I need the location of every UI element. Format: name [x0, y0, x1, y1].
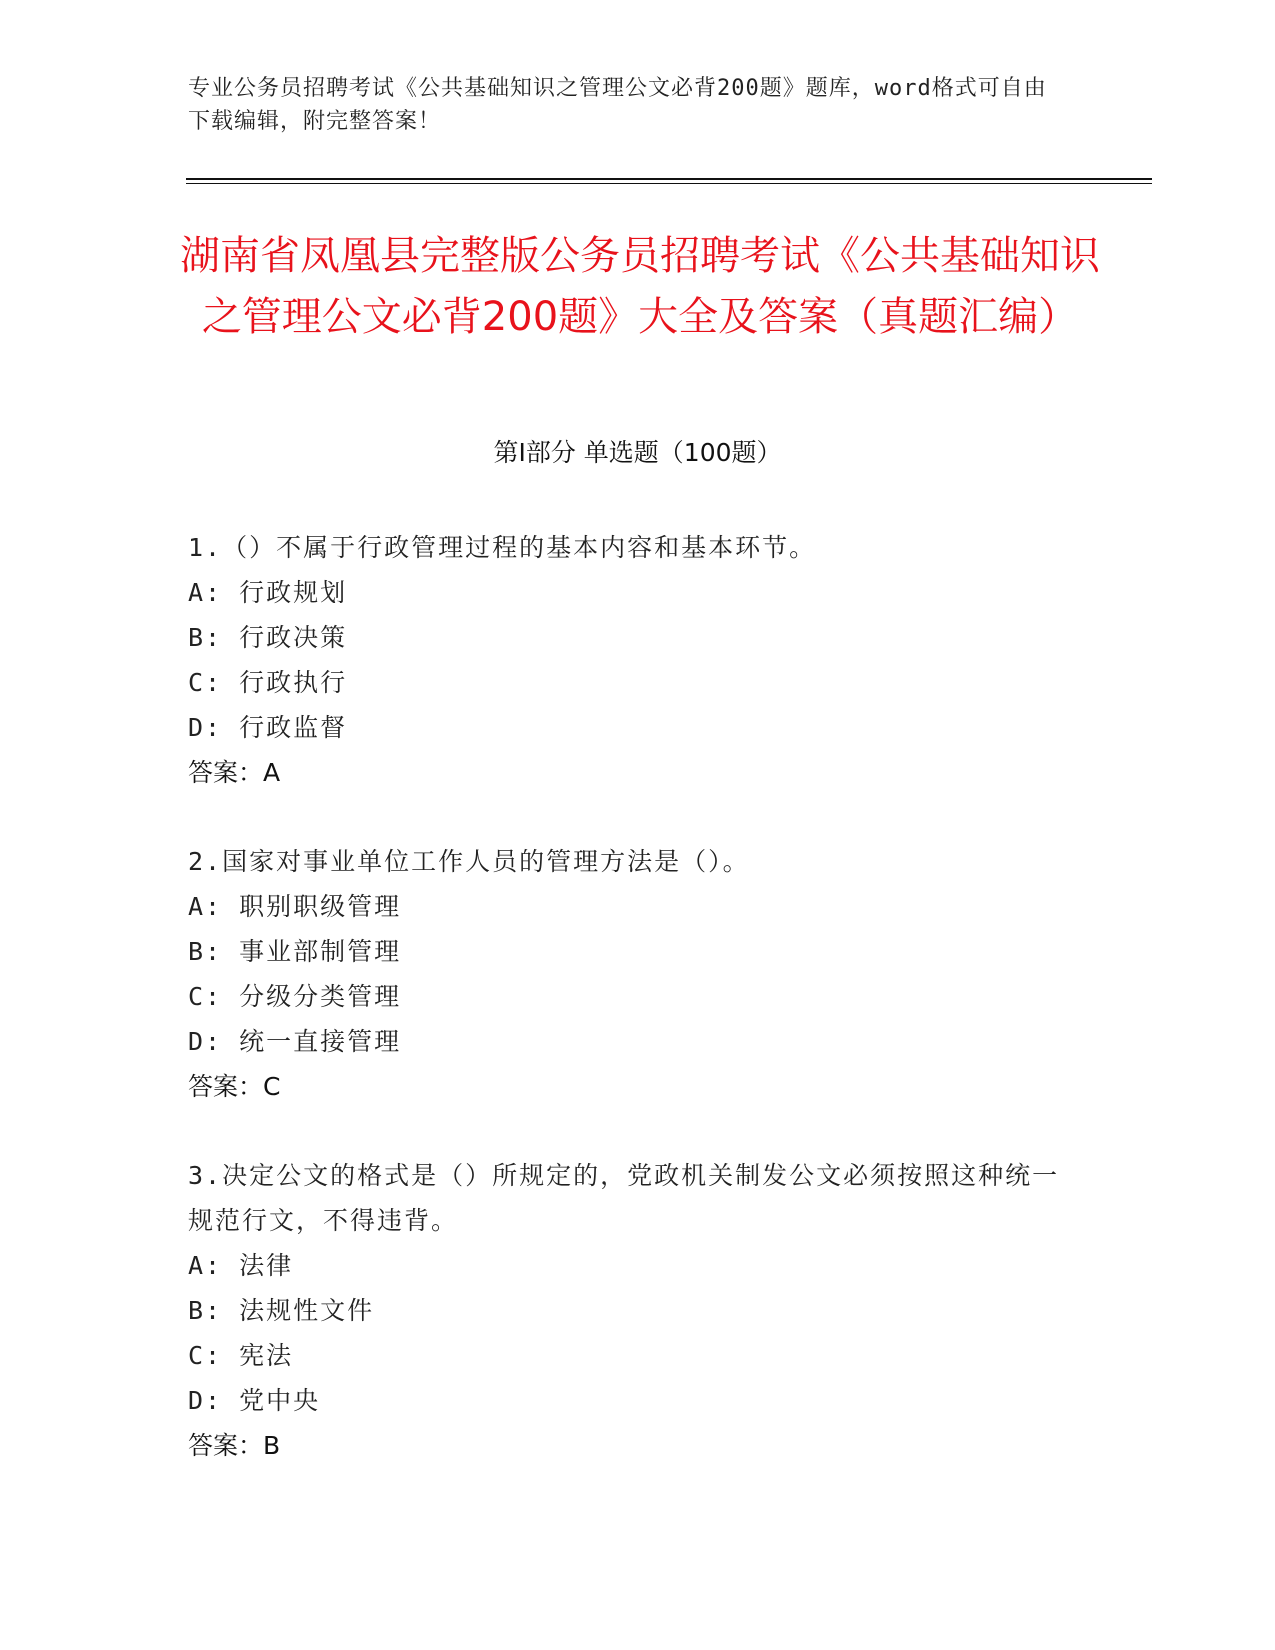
option-a: A: 职别职级管理 — [188, 892, 402, 921]
question-3 — [188, 1153, 1068, 1468]
question-2 — [188, 839, 1068, 1109]
question-list — [188, 525, 1068, 1512]
header-divider-thin — [186, 183, 1152, 184]
header-note: 专业公务员招聘考试《公共基础知识之管理公文必背200题》题库，word格式可自由下载编辑，附完整答案！ — [188, 76, 1047, 134]
question-stem: 3.决定公文的格式是（）所规定的，党政机关制发公文必须按照这种统一规范行文，不得违背。 — [188, 1161, 1060, 1235]
option-c: C: 行政执行 — [188, 668, 348, 697]
option-c: C: 分级分类管理 — [188, 982, 402, 1011]
document-title: 湖南省凤凰县完整版公务员招聘考试《公共基础知识之管理公文必背200题》大全及答案（真题汇编） — [180, 233, 1100, 340]
answer: 答案：B — [188, 1431, 281, 1460]
option-a: A: 行政规划 — [188, 578, 348, 607]
answer: 答案：A — [188, 758, 281, 787]
question-1 — [188, 525, 1068, 795]
question-stem: 1.（）不属于行政管理过程的基本内容和基本环节。 — [188, 533, 817, 562]
section-title: 第I部分 单选题（100题） — [493, 438, 782, 467]
option-b: B: 法规性文件 — [188, 1296, 375, 1325]
option-b: B: 行政决策 — [188, 623, 348, 652]
option-c: C: 宪法 — [188, 1341, 294, 1370]
option-d: D: 统一直接管理 — [188, 1027, 402, 1056]
header-divider-thick — [186, 178, 1152, 180]
option-d: D: 行政监督 — [188, 713, 348, 742]
option-d: D: 党中央 — [188, 1386, 321, 1415]
question-stem: 2.国家对事业单位工作人员的管理方法是（）。 — [188, 847, 750, 876]
option-a: A: 法律 — [188, 1251, 294, 1280]
option-b: B: 事业部制管理 — [188, 937, 402, 966]
answer: 答案：C — [188, 1072, 281, 1101]
